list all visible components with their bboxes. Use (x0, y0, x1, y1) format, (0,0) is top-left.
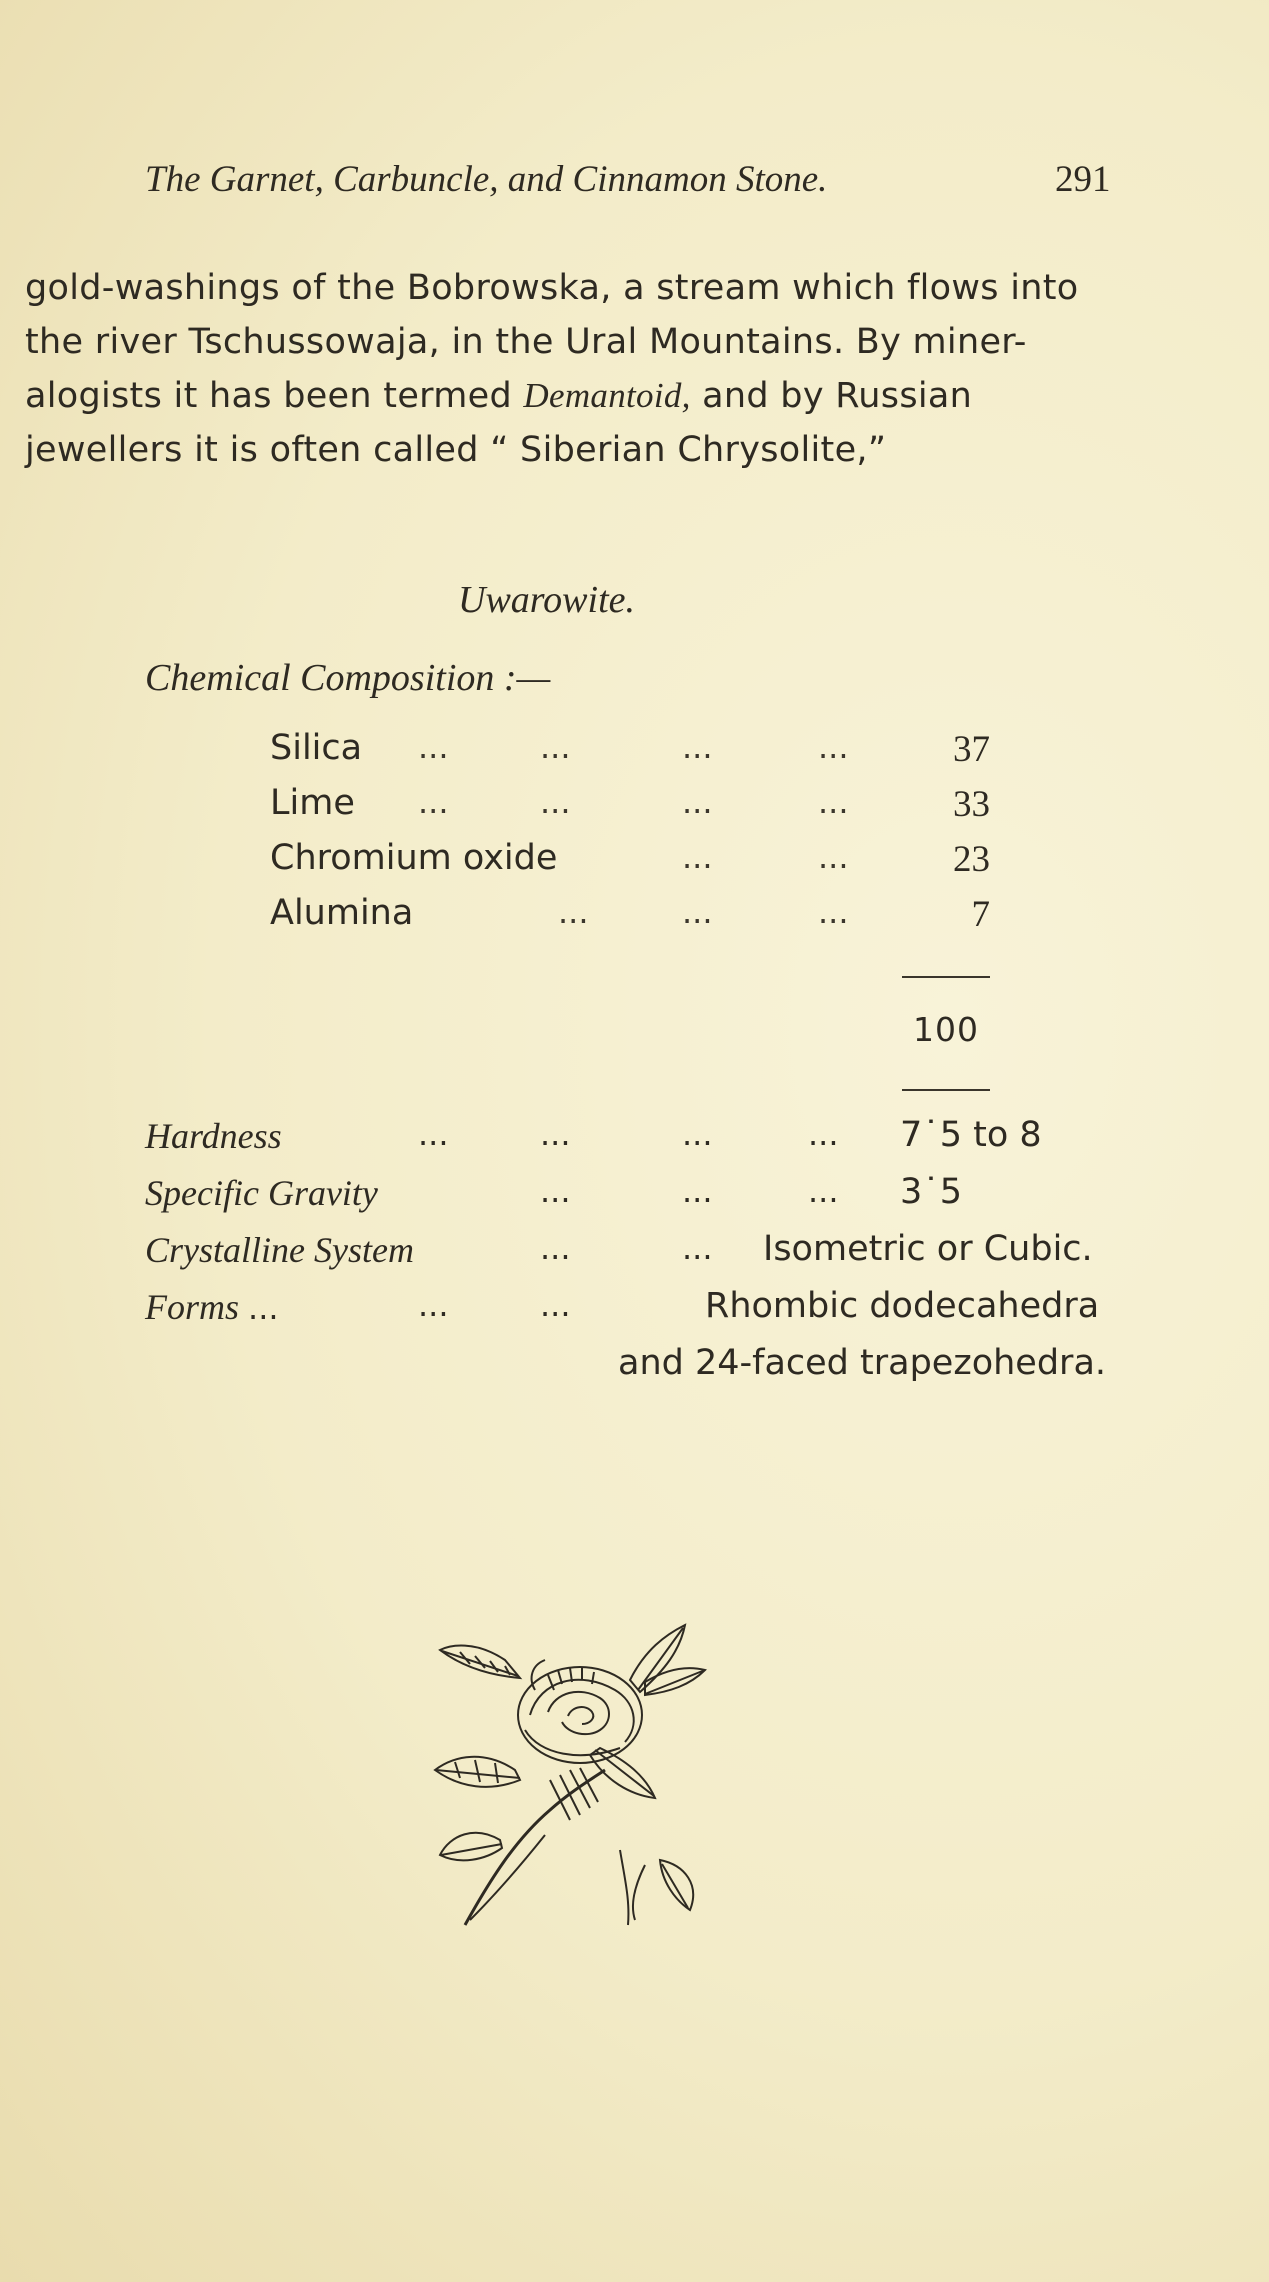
leader-dots: ... (682, 1115, 713, 1153)
leader-dots: ... (540, 1286, 571, 1324)
page-number: 291 (1055, 159, 1111, 200)
composition-row-value: 37 (953, 729, 990, 770)
leader-dots: ... (818, 728, 849, 766)
crystal-system-label: Crystalline System (145, 1230, 414, 1270)
body-line-4: jewellers it is often called “ Siberian Chrysolite,” (25, 430, 887, 470)
specific-gravity-label: Specific Gravity (145, 1173, 378, 1213)
composition-row-value: 33 (953, 784, 990, 825)
leader-dots: ... (818, 783, 849, 821)
composition-row-name: Alumina (270, 893, 414, 933)
composition-row-value: 23 (953, 839, 990, 880)
leader-dots: ... (808, 1172, 839, 1210)
leader-dots: ... (682, 1229, 713, 1267)
leader-dots: ... (540, 1172, 571, 1210)
forms-label (145, 1286, 279, 1328)
leader-dots: ... (540, 1229, 571, 1267)
leader-dots: ... (808, 1115, 839, 1153)
composition-heading: Chemical Composition :— (145, 657, 551, 699)
body-line-1: gold-washings of the Bobrowska, a stream which flows into (25, 268, 1079, 308)
leader-dots: ... (682, 783, 713, 821)
leader-dots: ... (418, 1286, 449, 1324)
body-line-2: the river Tschussowaja, in the Ural Mountains. By miner- (25, 322, 1027, 362)
leader-dots: ... (682, 893, 713, 931)
leader-dots: ... (682, 838, 713, 876)
specific-gravity-value: 3˙5 (900, 1172, 963, 1212)
forms-label-text: Forms (145, 1287, 240, 1327)
sum-rule-bottom (902, 1089, 990, 1091)
leader-dots: ... (818, 893, 849, 931)
hardness-value: 7˙5 to 8 (900, 1115, 1042, 1155)
forms-value-line-1: Rhombic dodecahedra (705, 1286, 1100, 1326)
composition-row-name: Chromium oxide (270, 838, 558, 878)
body-line-3-end: and by Russian (690, 376, 973, 416)
leader-dots: ... (418, 783, 449, 821)
composition-row-value: 7 (971, 894, 990, 935)
leader-dots: ... (682, 1172, 713, 1210)
leader-dots: ... (418, 728, 449, 766)
rose-vignette-icon (430, 1620, 720, 1930)
composition-total: 100 (913, 1010, 979, 1049)
composition-row-name: Lime (270, 783, 355, 823)
leader-dots: ... (418, 1115, 449, 1153)
leader-dots: ... (248, 1289, 279, 1327)
leader-dots: ... (818, 838, 849, 876)
hardness-label: Hardness (145, 1116, 282, 1156)
mineral-heading: Uwarowite. (458, 579, 635, 621)
composition-row-name: Silica (270, 728, 363, 768)
leader-dots: ... (682, 728, 713, 766)
running-title: The Garnet, Carbuncle, and Cinnamon Stone. (145, 159, 828, 200)
leader-dots: ... (540, 783, 571, 821)
demantoid-term: Demantoid, (523, 376, 691, 415)
leader-dots: ... (558, 893, 589, 931)
leader-dots: ... (540, 728, 571, 766)
sum-rule-top (902, 976, 990, 978)
body-line-3-start: alogists it has been termed (25, 376, 524, 416)
leader-dots: ... (540, 1115, 571, 1153)
forms-value-line-2: and 24-faced trapezohedra. (618, 1343, 1107, 1383)
body-line-3 (25, 376, 972, 416)
crystal-system-value: Isometric or Cubic. (763, 1229, 1093, 1269)
